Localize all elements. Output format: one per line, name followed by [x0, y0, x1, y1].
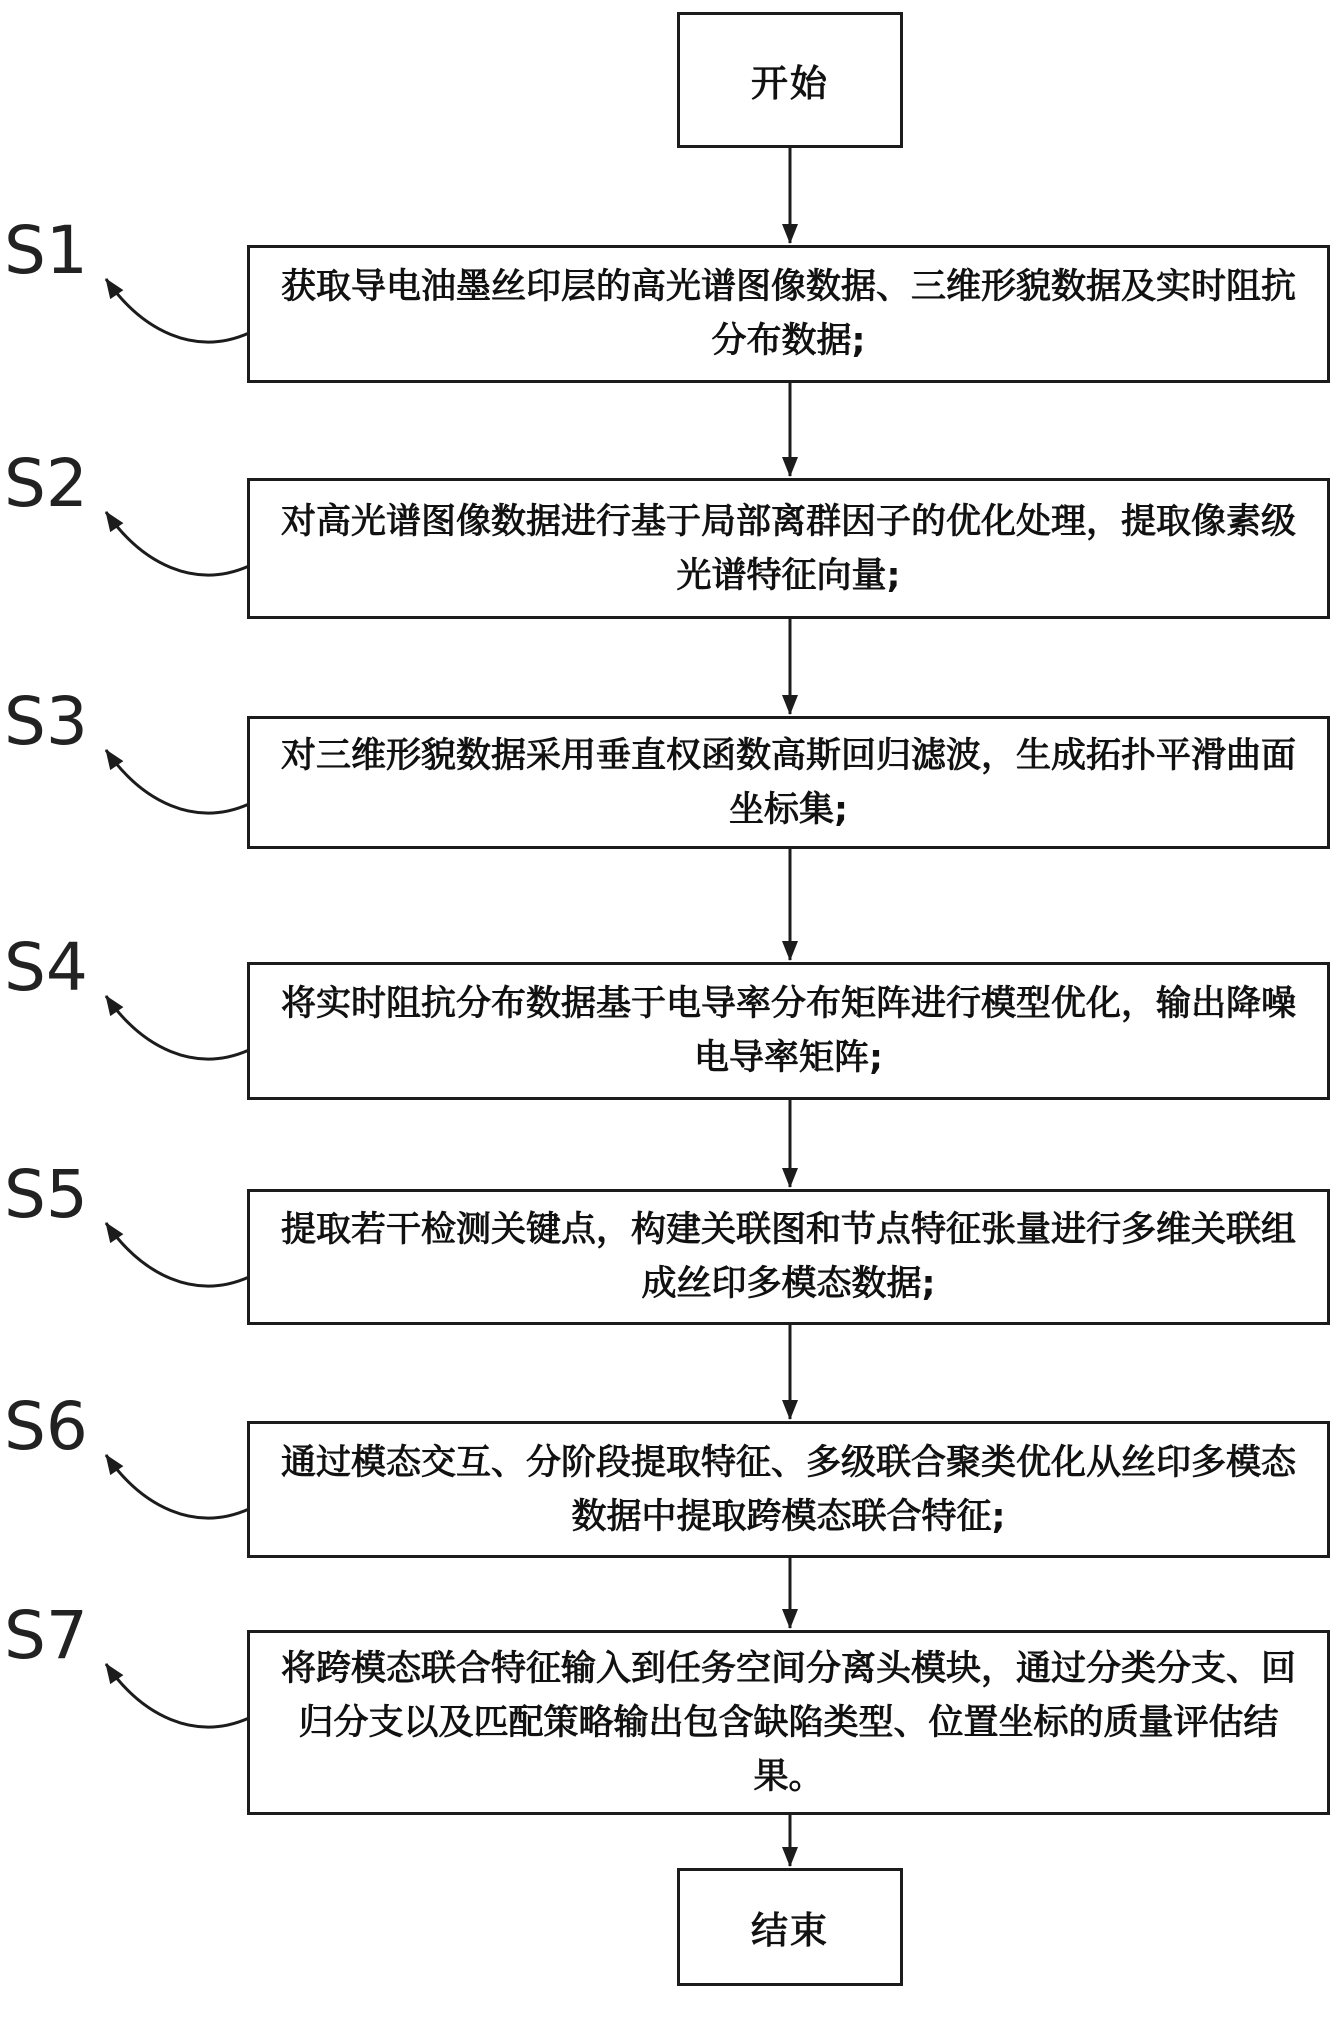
step-text-s1: 获取导电油墨丝印层的高光谱图像数据、三维形貌数据及实时阻抗分布数据; — [280, 267, 1296, 361]
leader-s4 — [106, 996, 249, 1059]
step-label-s1: S1 — [4, 212, 88, 289]
step-box-s6 — [247, 1421, 1330, 1558]
step-label-s5: S5 — [4, 1156, 88, 1233]
start-node-label: 开始 — [751, 62, 829, 105]
step-box-s3 — [247, 716, 1330, 849]
step-text-s5: 提取若干检测关键点，构建关联图和节点特征张量进行多维关联组成丝印多模态数据; — [280, 1210, 1296, 1304]
leader-s3 — [106, 750, 249, 813]
step-box-s4 — [247, 962, 1330, 1100]
end-node-label: 结束 — [751, 1909, 829, 1952]
end-node — [677, 1868, 903, 1986]
step-label-s2: S2 — [4, 445, 88, 522]
leader-s1 — [106, 279, 249, 342]
step-text-s6: 通过模态交互、分阶段提取特征、多级联合聚类优化从丝印多模态数据中提取跨模态联合特征; — [280, 1442, 1296, 1537]
step-label-s6: S6 — [4, 1388, 88, 1465]
step-box-s7 — [247, 1630, 1330, 1815]
step-text-s2: 对高光谱图像数据进行基于局部离群因子的优化处理，提取像素级光谱特征向量; — [280, 501, 1296, 596]
step-label-s3: S3 — [4, 683, 88, 760]
step-box-s2 — [247, 478, 1330, 619]
leader-s7 — [106, 1664, 249, 1727]
start-node — [677, 12, 903, 148]
leader-s6 — [106, 1455, 249, 1518]
step-text-s4: 将实时阻抗分布数据基于电导率分布矩阵进行模型优化，输出降噪电导率矩阵; — [280, 984, 1296, 1078]
step-label-s4: S4 — [4, 929, 88, 1006]
step-text-s7: 将跨模态联合特征输入到任务空间分离头模块，通过分类分支、回归分支以及匹配策略输出包含缺陷类型、位置坐标的质量评估结果。 — [280, 1648, 1296, 1797]
leader-s2 — [106, 512, 249, 575]
step-text-s3: 对三维形貌数据采用垂直权函数高斯回归滤波，生成拓扑平滑曲面坐标集; — [280, 735, 1296, 830]
leader-s5 — [106, 1223, 249, 1286]
step-box-s5 — [247, 1189, 1330, 1325]
step-label-s7: S7 — [4, 1597, 88, 1674]
step-box-s1 — [247, 245, 1330, 383]
